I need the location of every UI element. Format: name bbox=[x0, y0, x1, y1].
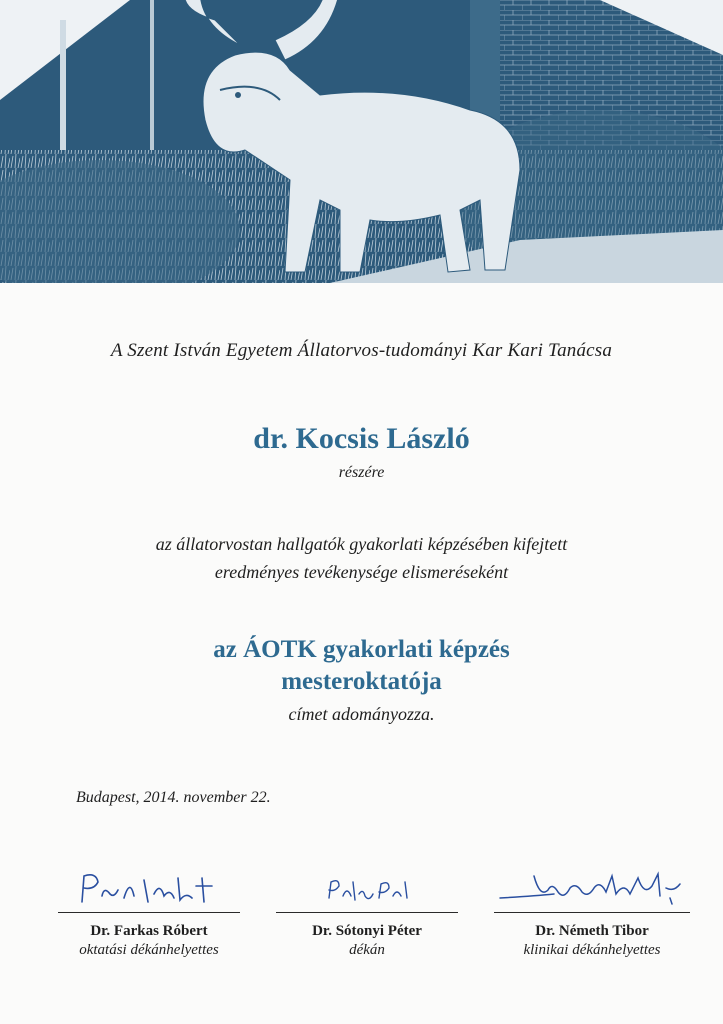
signatory-role-2: dékán bbox=[349, 942, 385, 958]
signature-line-1 bbox=[58, 912, 240, 913]
handwritten-signature-2 bbox=[307, 868, 427, 908]
reason-line-1: az állatorvostan hallgatók gyakorlati képzésében kifejtett bbox=[155, 534, 568, 554]
signatory-name-2: Dr. Sótonyi Péter bbox=[312, 923, 422, 939]
header-photo bbox=[0, 0, 723, 283]
award-title-line-2: mesteroktatója bbox=[281, 668, 442, 695]
signatory-role-3: klinikai dékánhelyettes bbox=[523, 942, 661, 958]
place-date: Budapest, 2014. november 22. bbox=[76, 789, 271, 806]
signatory-name-1: Dr. Farkas Róbert bbox=[90, 923, 208, 939]
award-title-line-1: az ÁOTK gyakorlati képzés bbox=[213, 636, 510, 663]
council-line: A Szent István Egyetem Állatorvos-tudományi Kar Kari Tanácsa bbox=[110, 340, 613, 361]
handwritten-signature-3 bbox=[494, 868, 690, 908]
grey-cattle-statue-photo bbox=[0, 0, 723, 283]
signature-line-2 bbox=[276, 912, 458, 913]
handwritten-signature-1 bbox=[74, 868, 224, 908]
signatory-role-1: oktatási dékánhelyettes bbox=[79, 942, 219, 958]
for-line: részére bbox=[338, 464, 385, 481]
signature-line-3 bbox=[494, 912, 690, 913]
recipient-name: dr. Kocsis László bbox=[253, 422, 470, 455]
signature-block-1 bbox=[58, 868, 240, 959]
signatory-name-3: Dr. Németh Tibor bbox=[535, 923, 649, 939]
grant-line: címet adományozza. bbox=[288, 704, 435, 724]
signature-block-3 bbox=[494, 868, 690, 959]
signature-block-2 bbox=[276, 868, 458, 959]
reason-line-2: eredményes tevékenysége elismeréseként bbox=[214, 562, 509, 582]
